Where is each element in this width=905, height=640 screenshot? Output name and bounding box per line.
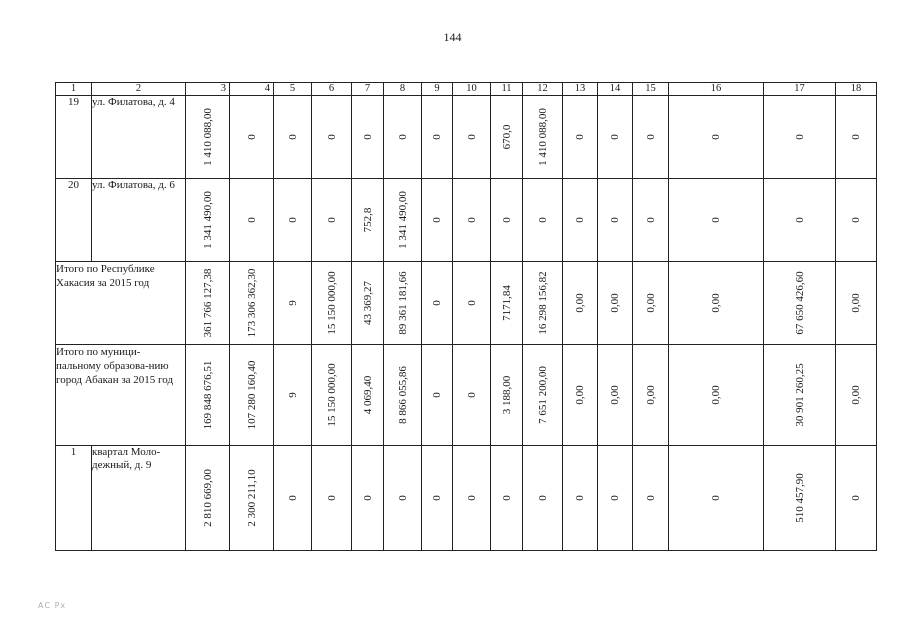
cell-col-15	[633, 345, 669, 446]
cell-col-14	[598, 96, 633, 179]
cell-col-18	[836, 262, 877, 345]
cell-value: 1 341 490,00	[201, 191, 214, 249]
table-row	[56, 262, 877, 345]
cell-col-4	[230, 179, 274, 262]
cell-value: 3 188,00	[500, 375, 513, 415]
scan-watermark: АС Рх	[38, 601, 67, 610]
cell-col-9	[422, 96, 453, 179]
cell-col-18	[836, 96, 877, 179]
cell-col-9	[422, 446, 453, 551]
col-header-8: 8	[384, 83, 422, 96]
cell-value: 0	[431, 495, 443, 501]
cell-value: 0	[574, 217, 586, 223]
cell-col-18	[836, 179, 877, 262]
cell-col-11	[491, 179, 523, 262]
cell-value: 0	[574, 495, 586, 501]
row-address: квартал Моло-дежный, д. 9	[92, 446, 186, 551]
cell-col-16	[669, 179, 764, 262]
cell-col-5	[274, 179, 312, 262]
col-header-4: 4	[230, 83, 274, 96]
cell-col-7	[352, 345, 384, 446]
cell-value: 0,00	[850, 385, 862, 405]
cell-value: 0	[325, 134, 338, 140]
cell-value: 0	[850, 495, 862, 501]
cell-col-12	[523, 345, 563, 446]
cell-value: 16 298 156,82	[536, 271, 549, 335]
cell-col-16	[669, 262, 764, 345]
cell-col-3	[186, 345, 230, 446]
cell-col-6	[312, 96, 352, 179]
cell-col-4	[230, 446, 274, 551]
cell-value: 670,0	[500, 124, 513, 150]
cell-value: 510 457,90	[793, 473, 806, 523]
cell-value: 2 810 669,00	[201, 469, 214, 527]
cell-value: 0	[574, 134, 586, 140]
cell-col-13	[563, 179, 598, 262]
cell-value: 0	[465, 134, 478, 140]
row-index: 19	[56, 96, 92, 179]
cell-value: 9	[286, 392, 299, 398]
col-header-14: 14	[598, 83, 633, 96]
cell-value: 0	[644, 134, 657, 140]
col-header-16: 16	[669, 83, 764, 96]
row-index: 1	[56, 446, 92, 551]
cell-col-4	[230, 96, 274, 179]
table-row	[56, 179, 877, 262]
cell-col-10	[453, 345, 491, 446]
cell-col-12	[523, 262, 563, 345]
cell-col-6	[312, 345, 352, 446]
cell-col-13	[563, 446, 598, 551]
cell-value: 0	[245, 134, 258, 140]
table-row	[56, 446, 877, 551]
cell-value: 752,8	[361, 207, 374, 233]
col-header-17: 17	[764, 83, 836, 96]
cell-value: 0	[245, 217, 258, 223]
cell-value: 0	[793, 217, 806, 223]
col-header-7: 7	[352, 83, 384, 96]
cell-col-6	[312, 446, 352, 551]
cell-col-12	[523, 446, 563, 551]
cell-col-13	[563, 345, 598, 446]
cell-value: 1 410 088,00	[201, 108, 214, 166]
cell-value: 0	[644, 495, 657, 501]
cell-col-15	[633, 96, 669, 179]
cell-col-4	[230, 262, 274, 345]
cell-col-14	[598, 446, 633, 551]
cell-value: 0	[850, 134, 862, 140]
cell-col-16	[669, 96, 764, 179]
cell-value: 0	[793, 134, 806, 140]
col-header-12: 12	[523, 83, 563, 96]
cell-value: 0	[710, 495, 722, 501]
col-header-11: 11	[491, 83, 523, 96]
cell-col-16	[669, 345, 764, 446]
row-summary-label: Итого по Республике Хакасия за 2015 год	[56, 262, 186, 345]
cell-value: 8 866 055,86	[396, 366, 409, 424]
col-header-18: 18	[836, 83, 877, 96]
cell-col-9	[422, 345, 453, 446]
data-table	[55, 82, 877, 551]
cell-col-15	[633, 262, 669, 345]
cell-value: 0	[431, 300, 443, 306]
cell-col-17	[764, 345, 836, 446]
cell-value: 0,00	[710, 293, 722, 313]
cell-col-17	[764, 262, 836, 345]
cell-col-15	[633, 446, 669, 551]
cell-col-13	[563, 262, 598, 345]
cell-col-11	[491, 345, 523, 446]
cell-value: 0,00	[609, 293, 621, 313]
col-header-13: 13	[563, 83, 598, 96]
cell-value: 7171,84	[500, 285, 513, 321]
cell-value: 0	[361, 134, 374, 140]
cell-value: 15 150 000,00	[325, 363, 338, 427]
cell-value: 0	[396, 134, 409, 140]
cell-value: 0	[431, 392, 443, 398]
cell-col-12	[523, 179, 563, 262]
cell-value: 0	[465, 495, 478, 501]
cell-value: 30 901 260,25	[793, 363, 806, 427]
cell-value: 0,00	[710, 385, 722, 405]
cell-col-3	[186, 446, 230, 551]
cell-value: 0	[609, 217, 621, 223]
cell-col-3	[186, 179, 230, 262]
cell-value: 9	[286, 300, 299, 306]
cell-value: 0	[465, 392, 478, 398]
cell-value: 0	[536, 495, 549, 501]
cell-col-7	[352, 179, 384, 262]
cell-col-5	[274, 345, 312, 446]
cell-col-9	[422, 179, 453, 262]
cell-col-8	[384, 446, 422, 551]
cell-value: 89 361 181,66	[396, 271, 409, 335]
cell-col-8	[384, 179, 422, 262]
cell-col-8	[384, 262, 422, 345]
cell-value: 0	[500, 217, 513, 223]
cell-col-16	[669, 446, 764, 551]
cell-col-13	[563, 96, 598, 179]
cell-col-18	[836, 345, 877, 446]
cell-value: 0	[361, 495, 374, 501]
cell-value: 1 410 088,00	[536, 108, 549, 166]
cell-value: 0,00	[574, 293, 586, 313]
col-header-10: 10	[453, 83, 491, 96]
cell-value: 43 369,27	[361, 281, 374, 325]
cell-col-12	[523, 96, 563, 179]
col-header-3: 3	[186, 83, 230, 96]
cell-value: 0	[396, 495, 409, 501]
row-address: ул. Филатова, д. 4	[92, 96, 186, 179]
cell-value: 0	[286, 495, 299, 501]
cell-value: 0	[850, 217, 862, 223]
cell-col-11	[491, 96, 523, 179]
cell-value: 173 306 362,30	[245, 268, 258, 338]
cell-value: 0	[465, 300, 478, 306]
cell-value: 0,00	[850, 293, 862, 313]
cell-col-17	[764, 179, 836, 262]
cell-value: 0	[286, 134, 299, 140]
row-address: ул. Филатова, д. 6	[92, 179, 186, 262]
cell-value: 0	[325, 217, 338, 223]
cell-value: 0	[710, 217, 722, 223]
cell-col-7	[352, 446, 384, 551]
col-header-1: 1	[56, 83, 92, 96]
cell-col-18	[836, 446, 877, 551]
cell-value: 15 150 000,00	[325, 271, 338, 335]
cell-value: 0	[431, 134, 443, 140]
cell-value: 0	[710, 134, 722, 140]
cell-value: 0	[286, 217, 299, 223]
cell-col-15	[633, 179, 669, 262]
cell-col-14	[598, 262, 633, 345]
cell-col-10	[453, 179, 491, 262]
cell-value: 0	[465, 217, 478, 223]
cell-col-5	[274, 446, 312, 551]
cell-value: 0	[325, 495, 338, 501]
cell-col-8	[384, 96, 422, 179]
cell-value: 169 848 676,51	[201, 360, 214, 430]
col-header-2: 2	[92, 83, 186, 96]
cell-value: 67 650 426,60	[793, 271, 806, 335]
cell-col-7	[352, 262, 384, 345]
col-header-9: 9	[422, 83, 453, 96]
cell-value: 0,00	[644, 385, 657, 405]
cell-col-3	[186, 96, 230, 179]
page-number: 144	[443, 30, 462, 44]
cell-col-5	[274, 96, 312, 179]
cell-col-5	[274, 262, 312, 345]
cell-col-6	[312, 179, 352, 262]
cell-col-11	[491, 446, 523, 551]
cell-col-4	[230, 345, 274, 446]
cell-value: 0,00	[609, 385, 621, 405]
cell-col-9	[422, 262, 453, 345]
cell-value: 0,00	[644, 293, 657, 313]
cell-col-11	[491, 262, 523, 345]
row-index: 20	[56, 179, 92, 262]
cell-value: 0	[500, 495, 513, 501]
cell-value: 2 300 211,10	[245, 469, 258, 527]
col-header-15: 15	[633, 83, 669, 96]
cell-value: 361 766 127,38	[201, 268, 214, 338]
cell-col-10	[453, 262, 491, 345]
cell-value: 0,00	[574, 385, 586, 405]
cell-value: 0	[536, 217, 549, 223]
cell-col-14	[598, 345, 633, 446]
cell-col-10	[453, 446, 491, 551]
cell-col-7	[352, 96, 384, 179]
cell-col-17	[764, 446, 836, 551]
row-summary-label: Итого по муници-пальному образова-нию город Абакан за 2015 год	[56, 345, 186, 446]
header-row	[56, 83, 877, 96]
cell-value: 0	[431, 217, 443, 223]
cell-col-6	[312, 262, 352, 345]
cell-value: 107 280 160,40	[245, 360, 258, 430]
cell-value: 1 341 490,00	[396, 191, 409, 249]
table-row	[56, 96, 877, 179]
cell-col-8	[384, 345, 422, 446]
cell-value: 4 069,40	[361, 375, 374, 415]
cell-value: 0	[609, 495, 621, 501]
col-header-5: 5	[274, 83, 312, 96]
cell-col-17	[764, 96, 836, 179]
cell-value: 0	[644, 217, 657, 223]
cell-value: 0	[609, 134, 621, 140]
cell-col-10	[453, 96, 491, 179]
table-row	[56, 345, 877, 446]
col-header-6: 6	[312, 83, 352, 96]
cell-col-3	[186, 262, 230, 345]
cell-col-14	[598, 179, 633, 262]
cell-value: 7 651 200,00	[536, 366, 549, 424]
